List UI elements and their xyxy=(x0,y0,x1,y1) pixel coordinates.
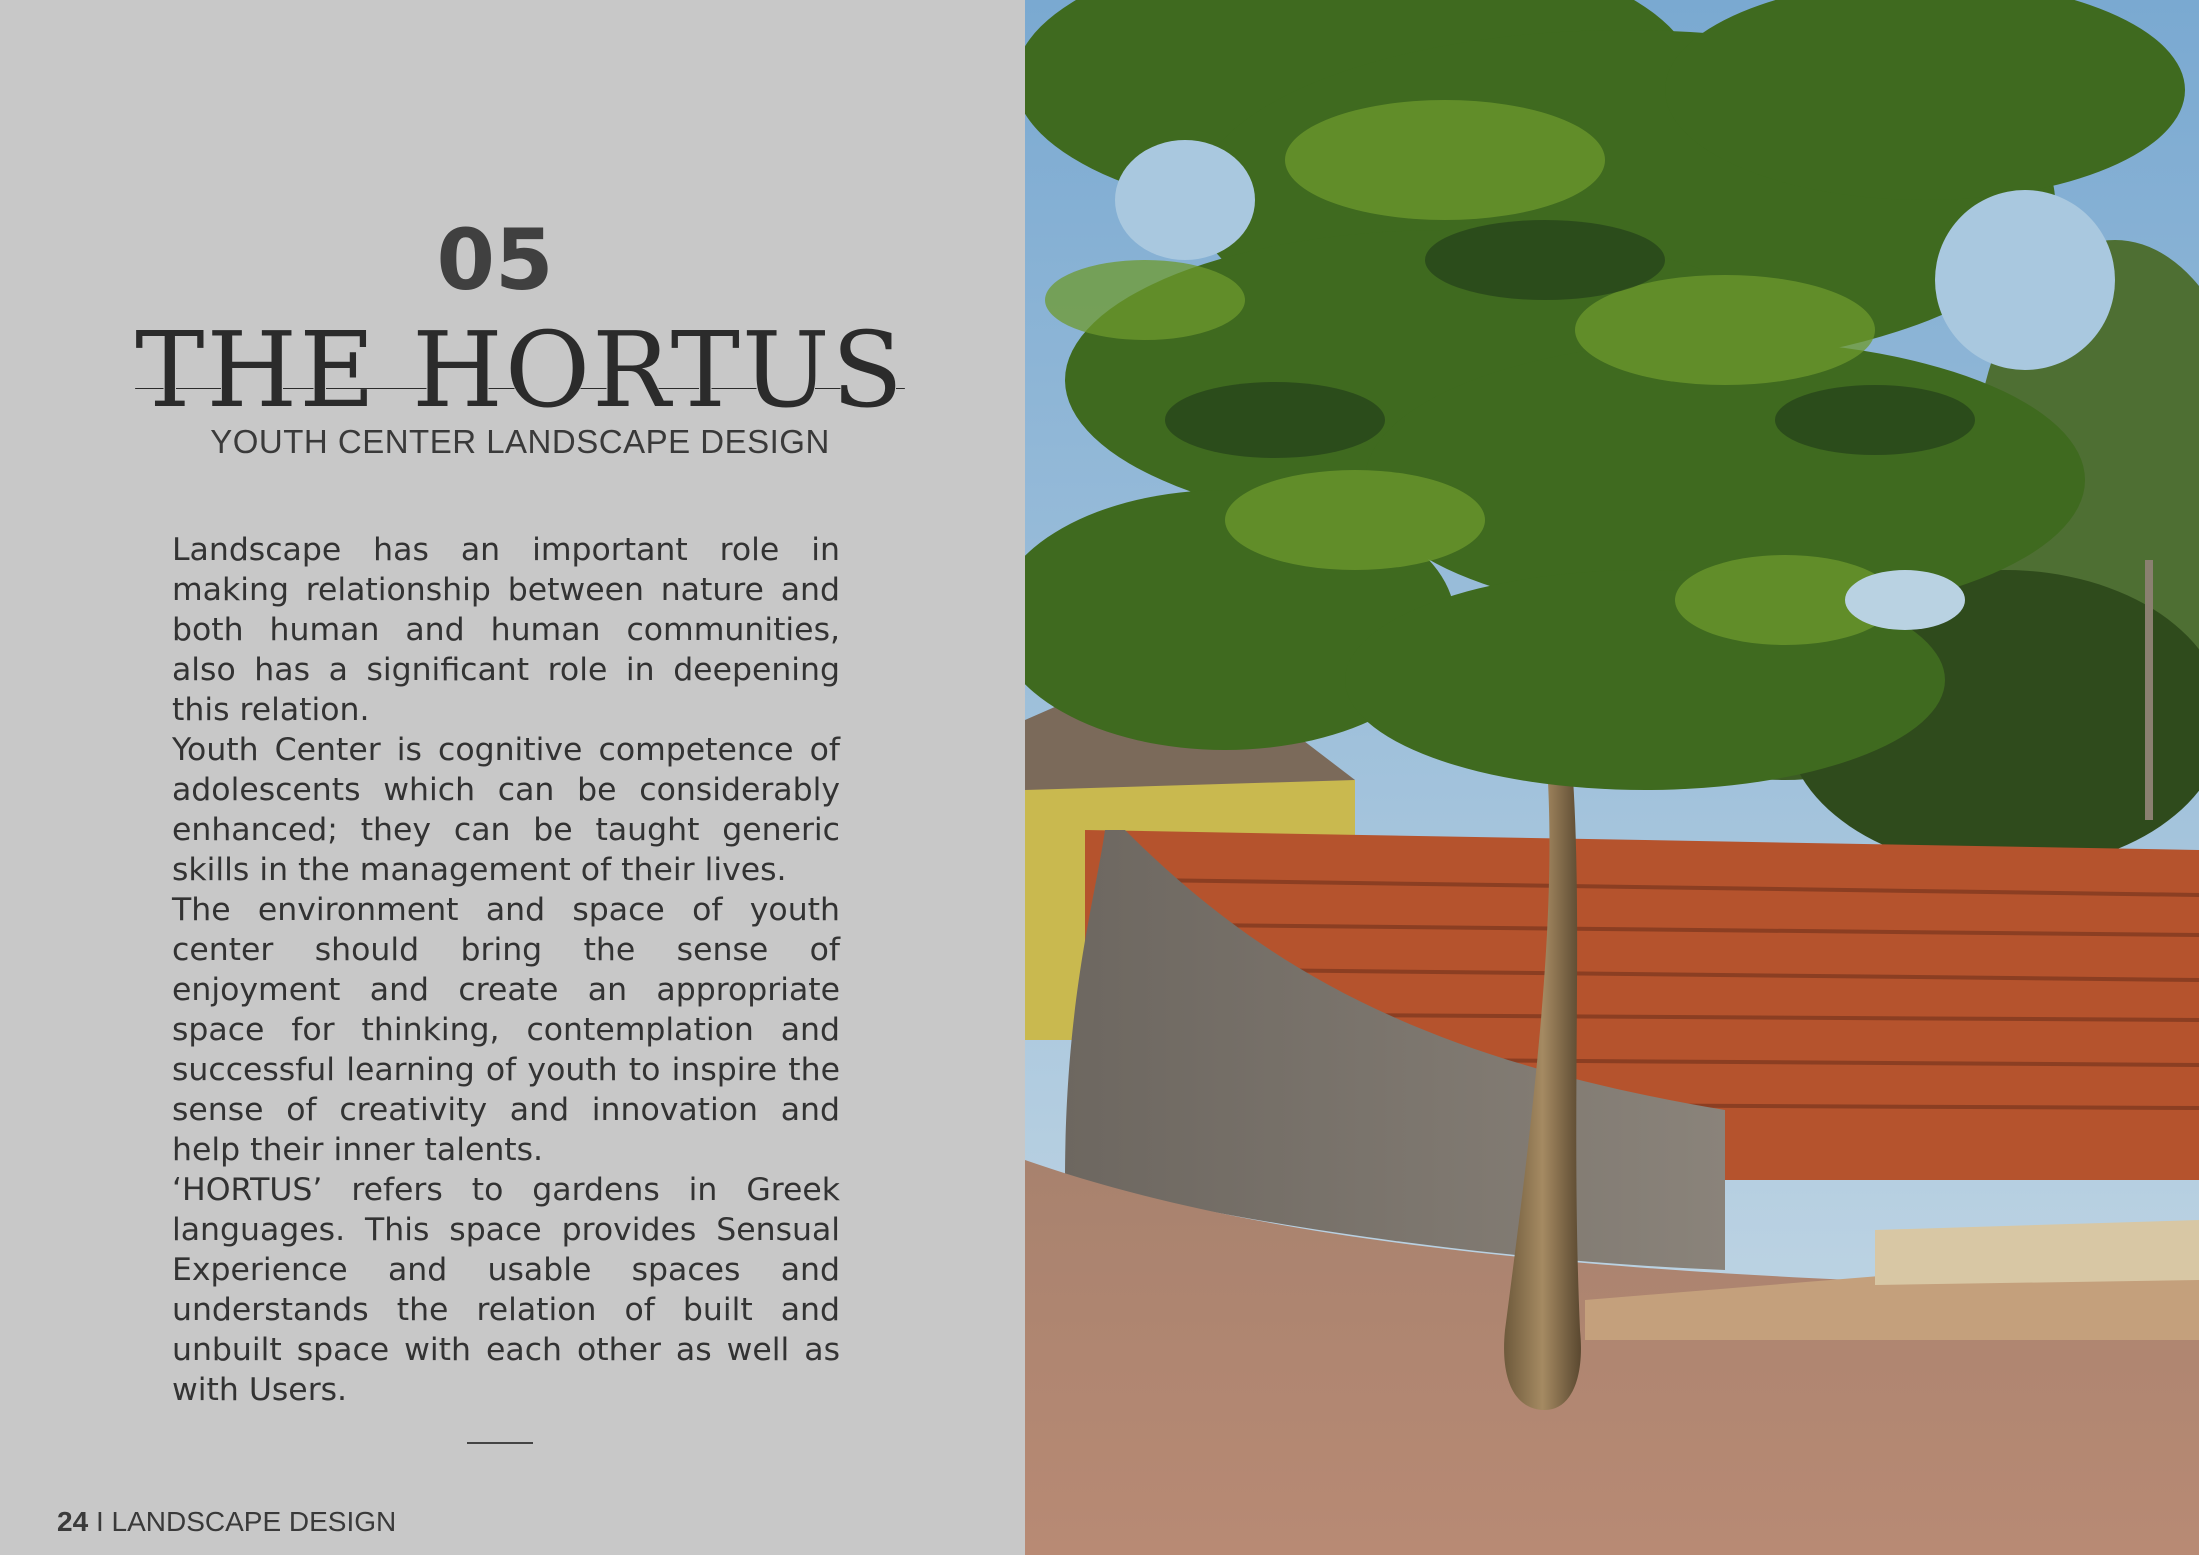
end-rule xyxy=(467,1442,533,1444)
page-footer xyxy=(57,1506,396,1538)
chapter-title xyxy=(120,309,920,431)
page-number: 24 xyxy=(57,1506,89,1537)
paragraph-youth-center: Youth Center is cognitive competence of adolescents which can be considerably enhanced; they can be taught generic skills in the management of their lives. xyxy=(172,732,840,888)
landscape-render-photo xyxy=(1025,0,2199,1555)
footer-separator: I xyxy=(95,1506,104,1537)
footer-section: LANDSCAPE DESIGN xyxy=(111,1506,397,1537)
paragraph-landscape: Landscape has an important role in making relationship between nature and both human and human communities, also has a significant role in deepening this relation. xyxy=(172,532,840,728)
paragraph-hortus: ‘HORTUS’ refers to gardens in Greek languages. This space provides Sensual Experience and usable spaces and understands the relation of built and unbuilt space with each other as well as with Users. xyxy=(172,1172,840,1408)
chapter-title-text: THE HORTUS xyxy=(135,309,905,431)
text-panel xyxy=(0,0,1025,1555)
chapter-subtitle: YOUTH CENTER LANDSCAPE DESIGN xyxy=(210,423,830,460)
body-text xyxy=(172,530,840,1410)
paragraph-environment: The environment and space of youth center should bring the sense of enjoyment and create an appropriate space for thinking, contemplation and successful learning of youth to inspire the sense of creativity and innovation and help their inner talents. xyxy=(172,892,840,1168)
chapter-number: 05 xyxy=(436,211,554,309)
